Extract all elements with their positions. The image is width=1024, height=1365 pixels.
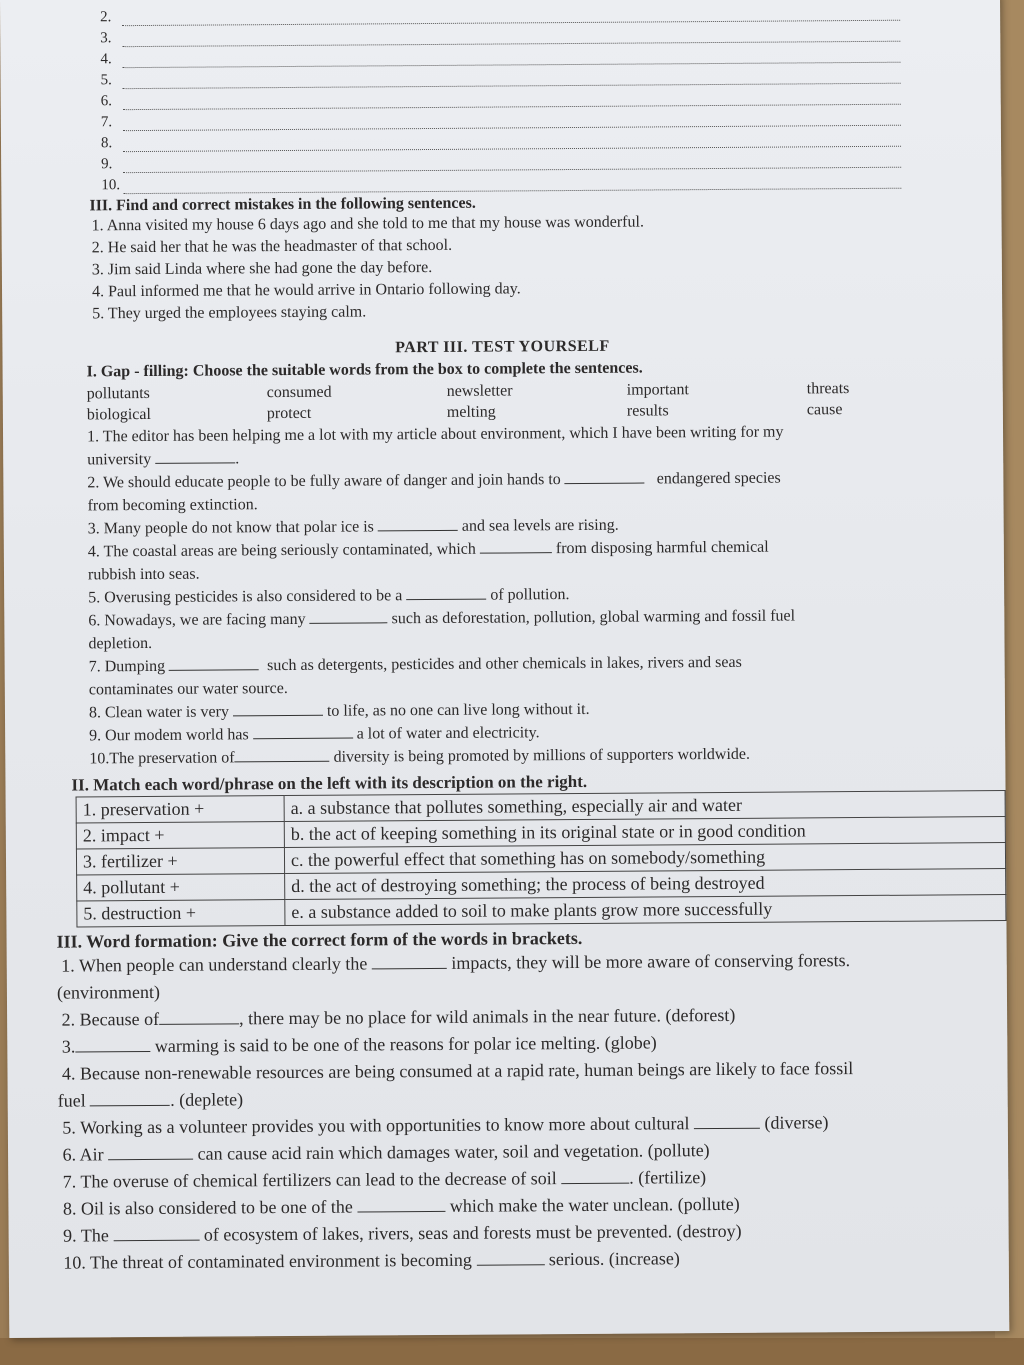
mistakes-heading: III. Find and correct mistakes in the following sentences. xyxy=(89,194,476,215)
part-title: PART III. TEST YOURSELF xyxy=(395,337,610,357)
word-box xyxy=(87,377,977,425)
gap-question-8: 8. Clean water is very to life, as no one can live long without it. xyxy=(88,700,590,722)
answer-blank[interactable] xyxy=(155,448,235,464)
answer-line: 5. xyxy=(100,63,900,90)
match-description: d. the act of destroying something; the process of being destroyed xyxy=(285,869,1006,900)
answer-blank[interactable] xyxy=(561,1169,629,1184)
match-description: a. a substance that pollutes something, especially air and water xyxy=(284,791,1005,822)
match-term: 4. pollutant + xyxy=(77,874,285,901)
answer-line: 8. xyxy=(101,126,901,153)
wf-question-9: 9. The of ecosystem of lakes, rivers, seas and forests must be prevented. (destroy) xyxy=(63,1220,742,1246)
word-option: biological xyxy=(86,405,151,424)
answer-line: 6. xyxy=(101,84,901,111)
match-table xyxy=(76,790,1007,927)
answer-blank[interactable] xyxy=(565,469,645,485)
answer-line: 3. xyxy=(100,21,900,48)
answer-lines xyxy=(100,0,901,194)
gap-question-4: 4. The coastal areas are being seriously contaminated, which from disposing harmful chemical xyxy=(87,538,769,561)
word-option: threats xyxy=(806,380,850,398)
desk-background-bottom xyxy=(0,1338,1024,1365)
answer-blank[interactable] xyxy=(235,747,330,763)
word-option: results xyxy=(626,402,669,420)
match-description: c. the powerful effect that something has on somebody/something xyxy=(284,843,1005,874)
word-formation-heading: III. Word formation: Give the correct form of the words in brackets. xyxy=(56,927,583,952)
gap-question-10: 10.The preservation of diversity is being promoted by millions of supporters worldwide. xyxy=(89,745,751,768)
gap-question-9: 9. Our modem world has a lot of water and electricity. xyxy=(89,724,540,745)
match-term: 3. fertilizer + xyxy=(76,848,284,875)
answer-blank[interactable] xyxy=(169,655,259,671)
answer-line: 10. xyxy=(101,168,901,195)
word-option: cause xyxy=(806,401,843,419)
wf-question-10: 10. The threat of contaminated environment is becoming serious. (increase) xyxy=(63,1248,680,1273)
mistake-item: 5. They urged the employees staying calm. xyxy=(92,303,367,323)
gap-question-7: 7. Dumping such as detergents, pesticides and other chemicals in lakes, rivers and seas xyxy=(88,653,742,676)
answer-blank[interactable] xyxy=(378,516,458,532)
word-option: protect xyxy=(266,404,312,423)
answer-blank[interactable] xyxy=(108,1145,193,1161)
mistake-item: 1. Anna visited my house 6 days ago and she told to me that my house was wonderful. xyxy=(91,213,644,235)
wf-question-8: 8. Oil is also considered to be one of the which make the water unclean. (pollute) xyxy=(62,1193,740,1219)
match-description: e. a substance added to soil to make plants grow more successfully xyxy=(285,895,1006,926)
answer-blank[interactable] xyxy=(90,1091,170,1107)
answer-line: 4. xyxy=(100,42,900,69)
gap-question-2: 2. We should educate people to be fully aware of danger and join hands to endangered species xyxy=(87,469,781,492)
match-term: 1. preservation + xyxy=(76,796,284,823)
word-option: newsletter xyxy=(446,382,513,400)
table-row xyxy=(77,895,1006,927)
answer-blank[interactable] xyxy=(159,1009,239,1025)
answer-blank[interactable] xyxy=(113,1226,199,1242)
answer-blank[interactable] xyxy=(480,538,552,554)
mistakes-section xyxy=(89,194,644,326)
match-term: 2. impact + xyxy=(76,822,284,849)
gap-question-3: 3. Many people do not know that polar ice is and sea levels are rising. xyxy=(87,516,619,538)
word-option: consumed xyxy=(266,383,332,402)
wf-question-6: 6. Air can cause acid rain which damages water, soil and vegetation. (pollute) xyxy=(62,1140,710,1165)
match-description: b. the act of keeping something in its original state or in good condition xyxy=(284,817,1005,848)
mistake-item: 3. Jim said Linda where she had gone the day before. xyxy=(91,258,433,279)
wf-question-5: 5. Working as a volunteer provides you with opportunities to know more about cultural (diverse) xyxy=(62,1112,829,1138)
word-option: melting xyxy=(446,403,496,421)
mistake-item: 4. Paul informed me that he would arrive in Ontario following day. xyxy=(91,280,521,301)
answer-line: 2. xyxy=(100,0,900,26)
answer-line: 7. xyxy=(101,105,901,132)
match-heading: II. Match each word/phrase on the left with its description on the right. xyxy=(71,771,588,795)
answer-line: 9. xyxy=(101,147,901,174)
wf-question-4: 4. Because non-renewable resources are being consumed at a rapid rate, human beings are likely to face fossil xyxy=(61,1058,854,1084)
word-option: pollutants xyxy=(86,384,150,403)
wf-question-3: 3. warming is said to be one of the reasons for polar ice melting. (globe) xyxy=(61,1032,657,1057)
gap-question-6: 6. Nowadays, we are facing many such as deforestation, pollution, global warming and fossil fuel xyxy=(88,607,796,630)
mistake-item: 2. He said her that he was the headmaster of that school. xyxy=(91,236,453,257)
answer-blank[interactable] xyxy=(310,608,388,624)
gap-question-5: 5. Overusing pesticides is also considered to be a of pollution. xyxy=(88,586,570,607)
answer-blank[interactable] xyxy=(372,954,447,970)
wf-question-7: 7. The overuse of chemical fertilizers can lead to the decrease of soil . (fertilize) xyxy=(62,1167,707,1192)
answer-blank[interactable] xyxy=(406,585,486,601)
gap-filling-heading: I. Gap - filling: Choose the suitable words from the box to complete the sentences. xyxy=(86,359,643,381)
answer-blank[interactable] xyxy=(233,701,323,717)
gap-question-1: 1. The editor has been helping me a lot with my article about environment, which I have been writing for my xyxy=(86,423,784,446)
gap-filling-section: I. Gap - filling: Choose the suitable words from the box to complete the sentences. pollutants consumed newsletter important threats biological protect melting results cause 1. The editor has been helping me a lot with my article about environment, which I have been writing for my university . 2. We should educate people to be fully aware of danger and join hands to endangered species from becoming extinction. 3. Many people do not know that polar ice is and sea levels are rising. 4. The coastal areas are being seriously contaminated, which from disposing harmful chemical rubbish into seas. 5. Overusing pesticides is also considered to be a of pollution. 6. Nowadays, we are facing many such as deforestation, pollution, global warming and fossil fuel depletion. 7. Dumping such as detergents, pesticides and other chemicals in lakes, rivers and seas contaminates our water source. 8. Clean water is very to life, as no one can live long without it. 9. Our modem world has a lot of water and electricity. 10.The preservation of diversity is being promoted by millions of supporters worldwide. xyxy=(87,357,980,770)
answer-blank[interactable] xyxy=(253,724,353,740)
answer-blank[interactable] xyxy=(75,1037,150,1053)
word-option: important xyxy=(626,381,690,399)
wf-question-1: 1. When people can understand clearly the impacts, they will be more aware of conserving forests. xyxy=(61,950,851,976)
answer-blank[interactable] xyxy=(476,1250,544,1265)
match-term: 5. destruction + xyxy=(77,900,285,927)
word-formation-section: III. Word formation: Give the correct form of the words in brackets. 1. When people can understand clearly the impacts, they will be more aware of conserving forests. (environment) 2. Because of , there may be no place for wild animals in the near future. (deforest) 3. warming is said to be one of the reasons for polar ice melting. (globe) 4. Because non-renewable resources are being consumed at a rapid rate, human beings are likely to face fossil fuel . (deplete) 5. Working as a volunteer provides you with opportunities to know more about cultural (diverse) 6. Air can cause acid rain which damages water, soil and vegetation. (pollute) 7. The overuse of chemical fertilizers can lead to the decrease of soil . (fertilize) 8. Oil is also considered to be one of the which make the water unclean. (pollute) 9. The of ecosystem of lakes, rivers, seas and forests must be prevented. (destroy) 10. The threat of contaminated environment is becoming serious. (increase) xyxy=(57,925,1019,1277)
answer-blank[interactable] xyxy=(694,1114,760,1129)
answer-blank[interactable] xyxy=(357,1197,445,1213)
wf-question-2: 2. Because of , there may be no place for wild animals in the near future. (deforest) xyxy=(61,1004,736,1030)
